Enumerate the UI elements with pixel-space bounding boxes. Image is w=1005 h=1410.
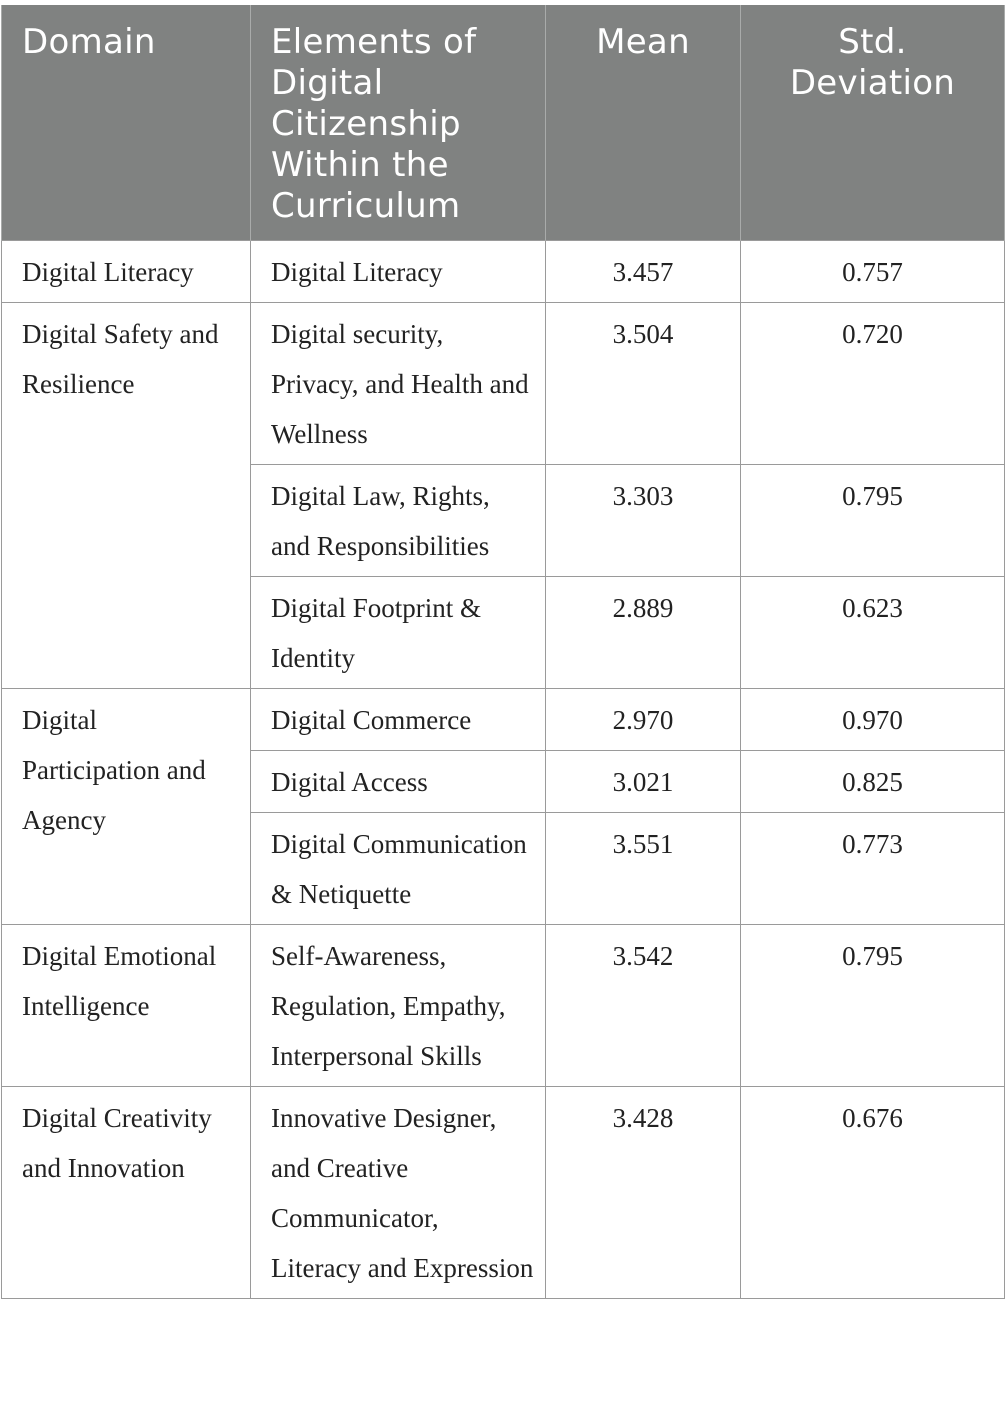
sd-cell: 0.757 bbox=[741, 240, 1005, 302]
domain-cell: Digital Emotional Intelligence bbox=[2, 924, 251, 1086]
table-row bbox=[2, 688, 1005, 750]
element-cell: Digital Footprint & Identity bbox=[251, 576, 546, 688]
table-header-row bbox=[2, 5, 1005, 240]
table-row bbox=[2, 1086, 1005, 1298]
sd-cell: 0.825 bbox=[741, 750, 1005, 812]
mean-cell: 3.504 bbox=[546, 302, 741, 464]
element-cell: Digital Access bbox=[251, 750, 546, 812]
domain-cell: Digital Creativity and Innovation bbox=[2, 1086, 251, 1298]
mean-cell: 3.021 bbox=[546, 750, 741, 812]
mean-cell: 3.303 bbox=[546, 464, 741, 576]
mean-cell: 3.457 bbox=[546, 240, 741, 302]
domain-cell: Digital Literacy bbox=[2, 240, 251, 302]
mean-cell: 3.542 bbox=[546, 924, 741, 1086]
element-cell: Digital Law, Rights, and Responsibilities bbox=[251, 464, 546, 576]
mean-cell: 3.551 bbox=[546, 812, 741, 924]
element-cell: Digital Literacy bbox=[251, 240, 546, 302]
results-table-container bbox=[0, 5, 1005, 1299]
sd-cell: 0.970 bbox=[741, 688, 1005, 750]
header-mean: Mean bbox=[546, 5, 741, 240]
element-cell: Digital security, Privacy, and Health and Wellness bbox=[251, 302, 546, 464]
sd-cell: 0.773 bbox=[741, 812, 1005, 924]
sd-cell: 0.795 bbox=[741, 924, 1005, 1086]
mean-cell: 2.889 bbox=[546, 576, 741, 688]
sd-cell: 0.795 bbox=[741, 464, 1005, 576]
mean-cell: 3.428 bbox=[546, 1086, 741, 1298]
sd-cell: 0.720 bbox=[741, 302, 1005, 464]
header-elements: Elements of Digital Citizenship Within the Curriculum bbox=[251, 5, 546, 240]
element-cell: Digital Commerce bbox=[251, 688, 546, 750]
domain-cell: Digital Safety and Resilience bbox=[2, 302, 251, 688]
table-row bbox=[2, 924, 1005, 1086]
mean-cell: 2.970 bbox=[546, 688, 741, 750]
sd-cell: 0.623 bbox=[741, 576, 1005, 688]
element-cell: Self-Awareness, Regulation, Empathy, Interpersonal Skills bbox=[251, 924, 546, 1086]
domain-cell: Digital Participation and Agency bbox=[2, 688, 251, 924]
element-cell: Innovative Designer, and Creative Communicator, Literacy and Expression bbox=[251, 1086, 546, 1298]
header-std-deviation: Std. Deviation bbox=[741, 5, 1005, 240]
results-table bbox=[1, 5, 1005, 1299]
sd-cell: 0.676 bbox=[741, 1086, 1005, 1298]
header-domain: Domain bbox=[2, 5, 251, 240]
table-row bbox=[2, 302, 1005, 464]
element-cell: Digital Communication & Netiquette bbox=[251, 812, 546, 924]
table-row bbox=[2, 240, 1005, 302]
